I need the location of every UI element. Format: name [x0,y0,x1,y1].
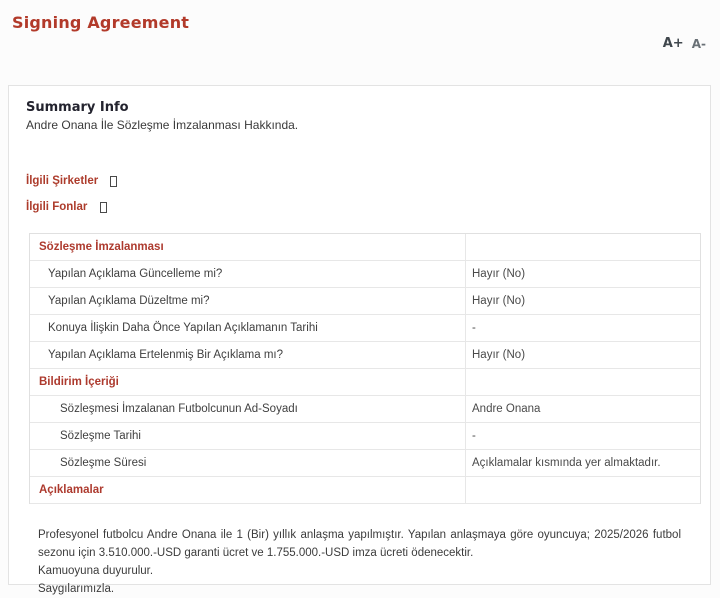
table-cell-value: Açıklamalar kısmında yer almaktadır. [465,450,700,476]
table-cell-value: - [465,423,700,449]
table-row [30,288,700,315]
table-row-label: Sözleşme Süresi [60,457,147,469]
table-section-row [30,234,700,261]
related-companies-label: İlgili Şirketler [26,175,99,187]
related-funds-row [26,194,710,220]
font-decrease-button[interactable]: A- [691,36,706,51]
table-cell-value: Andre Onana [465,396,700,422]
related-entities [26,168,710,220]
section-header-label: Bildirim İçeriği [39,376,119,388]
summary-subtitle: Andre Onana İle Sözleşme İmzalanması Hakkında. [26,118,299,132]
related-companies-row [26,168,710,194]
table-cell-value [465,369,700,395]
font-size-controls [663,36,706,51]
empty-brackets-icon [110,176,117,187]
table-row-label: Sözleşme Tarihi [60,430,141,442]
table-row [30,315,700,342]
table-cell-value: Hayır (No) [465,288,700,314]
table-row [30,261,700,288]
section-header-label: Açıklamalar [39,484,104,496]
table-row-label: Konuya İlişkin Daha Önce Yapılan Açıklamanın Tarihi [48,322,318,334]
related-funds-label: İlgili Fonlar [26,201,88,213]
page-title: Signing Agreement [12,13,190,32]
public-announcement-line: Kamuoyuna duyurulur. [38,565,154,577]
table-row [30,396,700,423]
disclosure-card [8,85,711,595]
regards-line: Saygılarımızla. [38,583,115,595]
table-row [30,450,700,477]
table-section-row [30,369,700,396]
section-header-label: Sözleşme İmzalanması [39,241,164,253]
table-section-row [30,477,700,504]
empty-brackets-icon [100,202,107,213]
table-cell-value [465,234,700,260]
disclosure-table [29,233,701,504]
table-row-label: Yapılan Açıklama Güncelleme mi? [48,268,223,280]
summary-info-heading: Summary Info [26,100,129,115]
table-cell-value [465,477,700,503]
table-row-label: Yapılan Açıklama Ertelenmiş Bir Açıklama mı? [48,349,283,361]
font-increase-button[interactable]: A+ [662,36,684,51]
table-row [30,423,700,450]
disclosure-footer-text [38,526,681,598]
table-cell-value: - [465,315,700,341]
table-cell-value: Hayır (No) [465,261,700,287]
table-row-label: Yapılan Açıklama Düzeltme mi? [48,295,210,307]
table-row-label: Sözleşmesi İmzalanan Futbolcunun Ad-Soyadı [60,403,298,415]
table-row [30,342,700,369]
disclosure-paragraph: Profesyonel futbolcu Andre Onana ile 1 (Bir) yıllık anlaşma yapılmıştır. Yapılan anlaşmaya göre oyuncuya; 2025/2026 futbol sezonu için 3.510.000.-USD garanti ücret ve 1.755.000.-USD imza ücreti ödenecektir. [38,529,681,559]
table-cell-value: Hayır (No) [465,342,700,368]
